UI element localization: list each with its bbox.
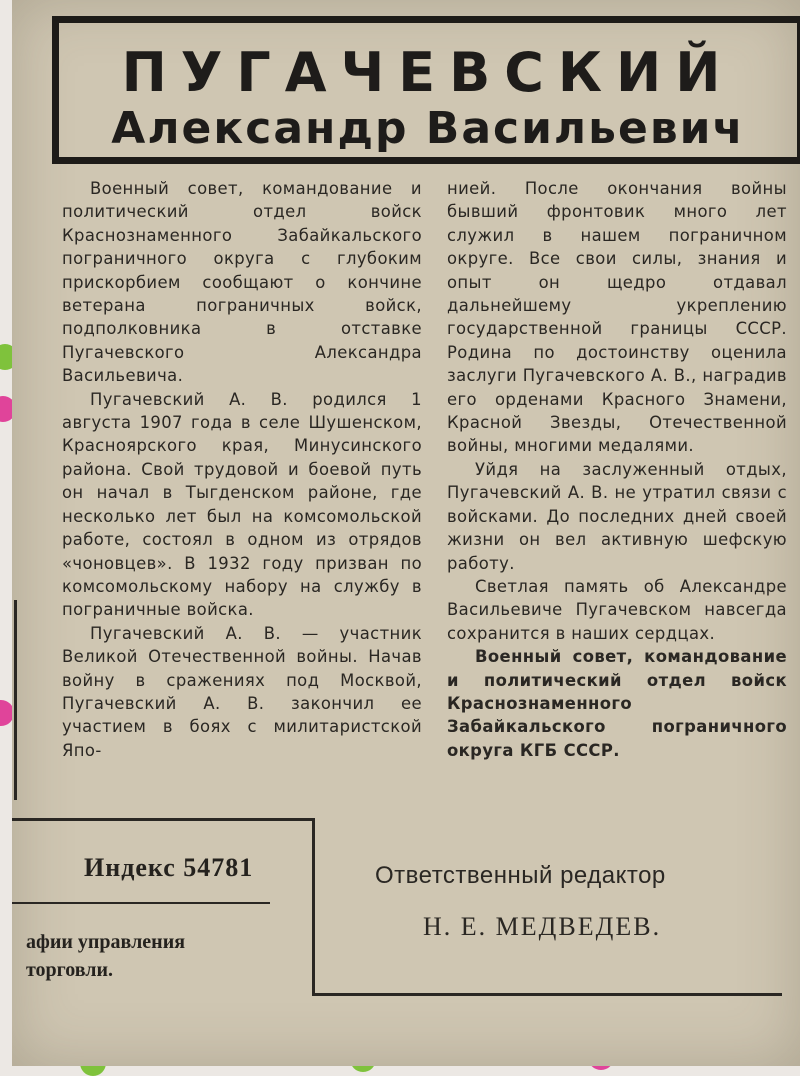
- article-left-column: [62, 177, 422, 762]
- footer-fragment-line: торговли.: [26, 959, 114, 981]
- article-paragraph: Пугачевский А. В. родился 1 августа 1907 года в селе Шушенском, Красноярского края, Минусинского района. Свой трудовой и боевой путь он начал в Тыгденском районе, где несколько лет был на комсомольской работе, состоял в одном из отрядов «чоновцев». В 1932 году призван по комсомольскому набору на службу в пограничные войска.: [62, 389, 422, 620]
- left-margin-rule: [14, 600, 17, 800]
- article-signature: Военный совет, командование и политический отдел войск Краснознаменного Забайкальского пограничного округа КГБ СССР.: [447, 647, 787, 760]
- article-paragraph: Военный совет, командование и политический отдел войск Краснознаменного Забайкальского пограничного округа с глубоким прискорбием сообщают о кончине ветерана пограничных войск, подполковника в отставке Пугачевского Александра Васильевича.: [62, 179, 422, 386]
- footer-rule: [12, 818, 312, 821]
- headline-frame: [52, 16, 800, 164]
- article-paragraph: нией. После окончания войны бывший фронтовик много лет служил в нашем пограничном округе. Все свои силы, знания и опыт он щедро отдавал дальнейшему укреплению государственной границы СССР. Родина по достоинству оценила заслуги Пугачевского А. В., наградив его орденами Красного Знамени, Красной Звезды, Отечественной войны, многими медалями.: [447, 179, 787, 456]
- editor-box: [312, 818, 782, 996]
- article-paragraph: Пугачевский А. В. — участник Великой Отечественной войны. Начав войну в сражениях под Москвой, Пугачевский А. В. закончил ее участием в боях с милитаристской Япо-: [62, 623, 422, 760]
- article-paragraph: Светлая память об Александре Васильевиче Пугачевском навсегда сохранится в наших сердцах.: [447, 576, 787, 643]
- article-paragraph: Уйдя на заслуженный отдых, Пугачевский А. В. не утратил связи с войсками. До последних дней своей жизни он вел активную шефскую работу.: [447, 459, 787, 573]
- editor-name: Н. Е. МЕДВЕДЕВ.: [423, 912, 662, 941]
- index-label: Индекс 54781: [84, 853, 254, 882]
- article-right-column: [447, 177, 787, 762]
- headline-surname: ПУГАЧЕВСКИЙ: [121, 41, 735, 104]
- editor-role: Ответственный редактор: [375, 862, 666, 889]
- newspaper-clipping: [12, 0, 800, 1066]
- footer-fragment: [26, 928, 185, 984]
- headline-name: Александр Васильевич: [111, 103, 745, 154]
- footer-rule: [12, 902, 270, 904]
- footer-fragment-line: афии управления: [26, 931, 186, 953]
